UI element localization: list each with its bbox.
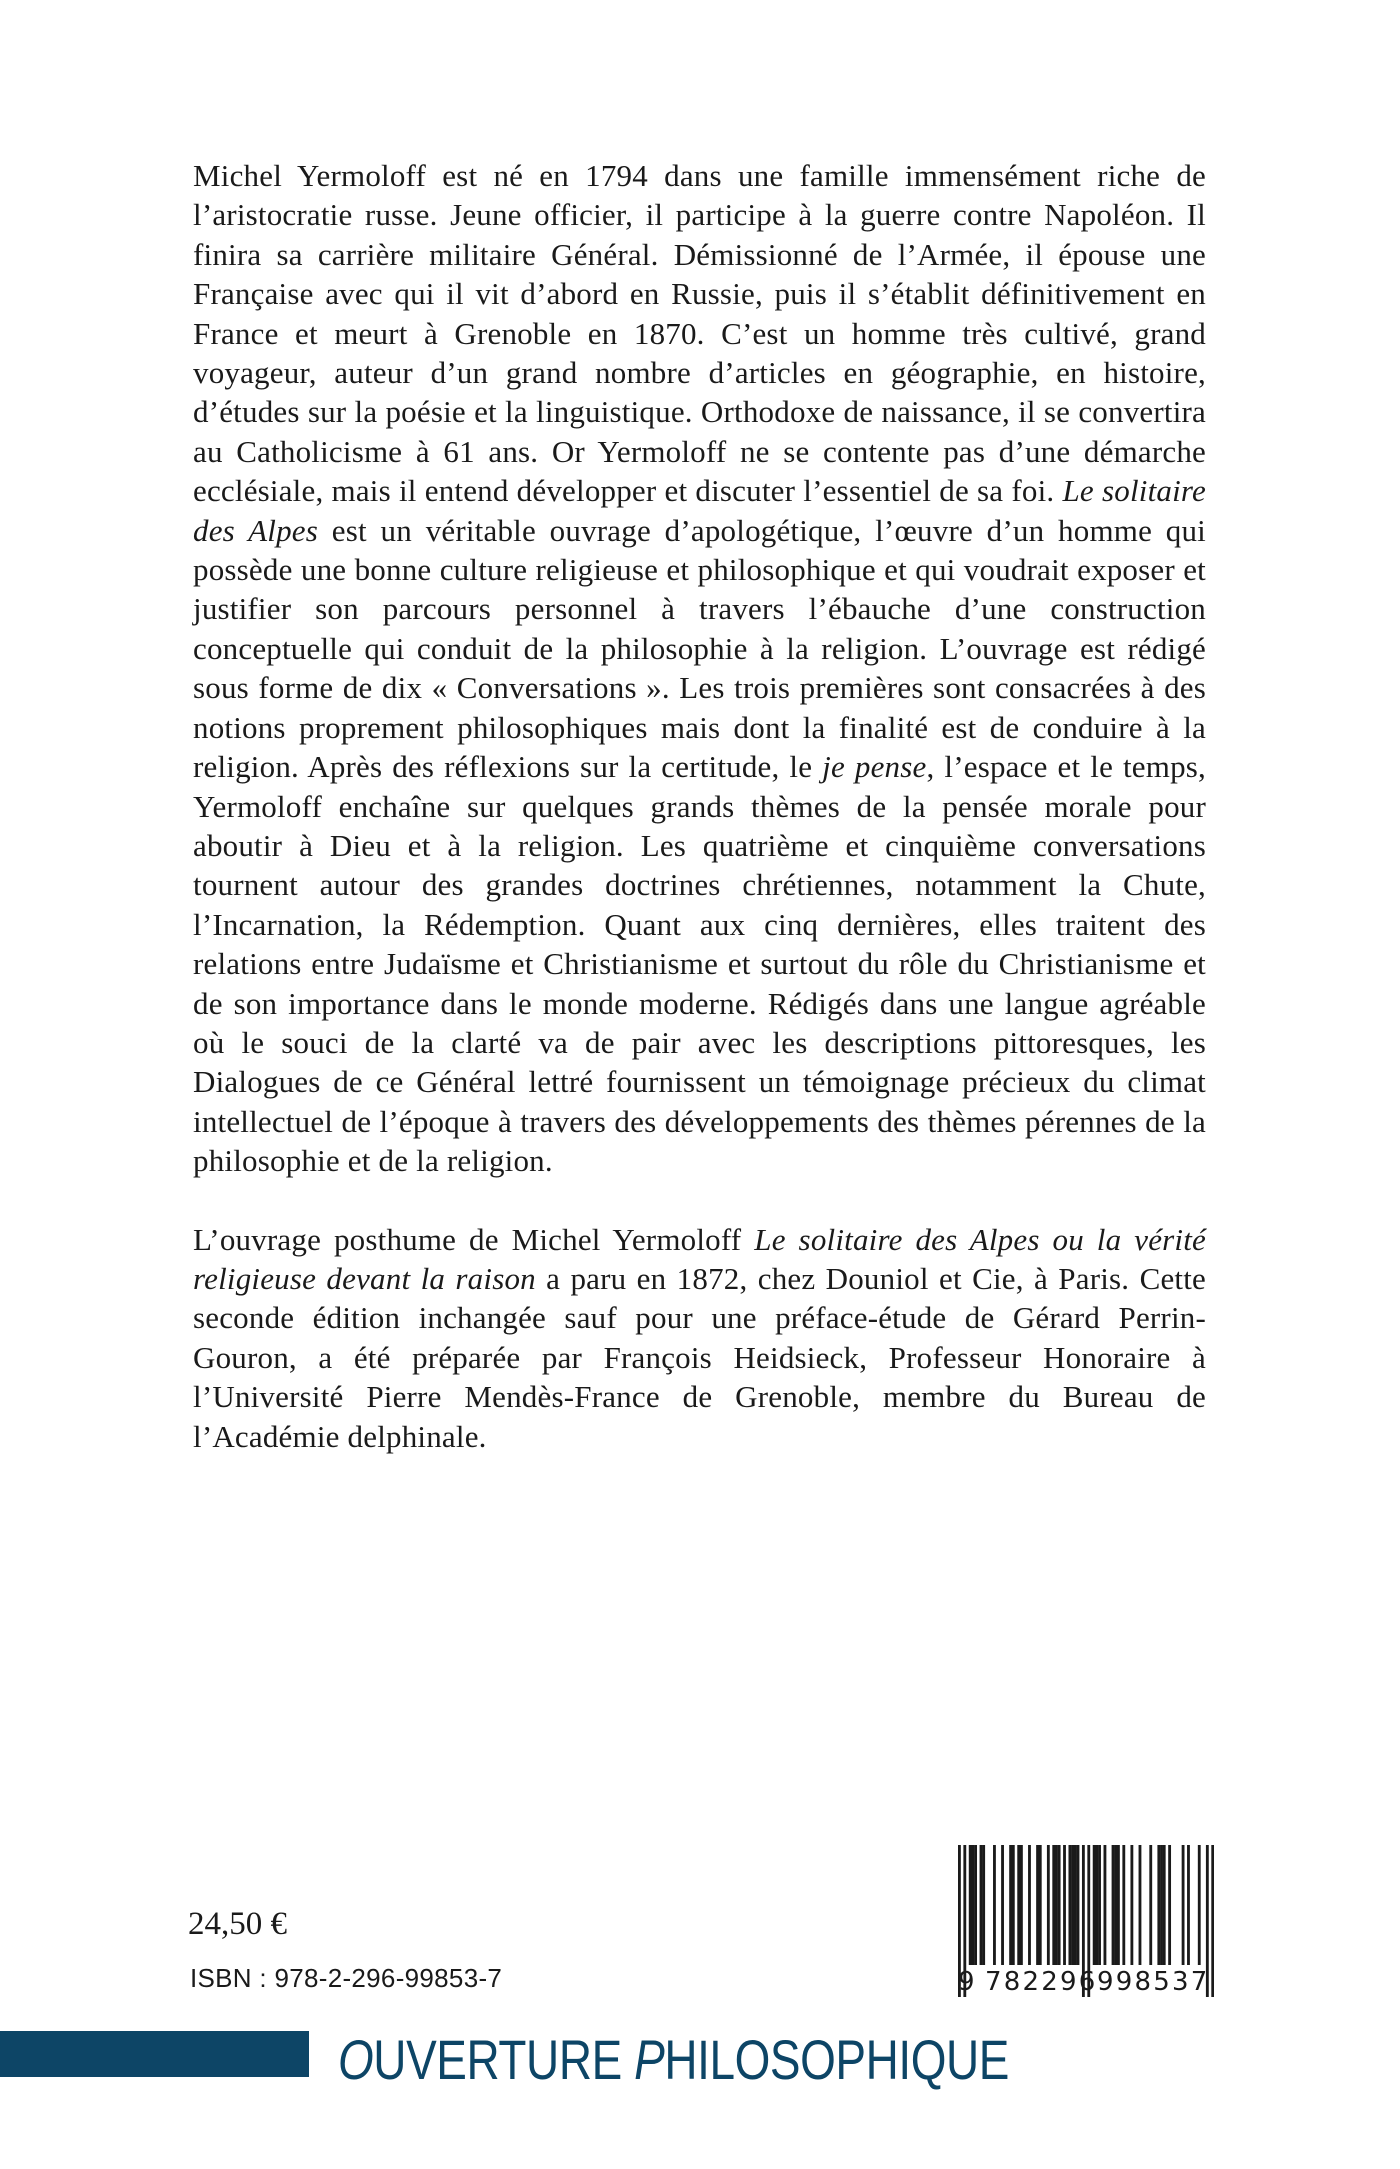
series-title bbox=[338, 2030, 1009, 2090]
series-title-part: HILOSOPHIQUE bbox=[664, 2028, 1010, 2091]
blurb-text: a paru en 1872, chez Douniol et Cie, à Paris. Cette seconde édition inchangée sauf pour une préface-étude de Gérard Perrin-Gouron, a été préparée par François Heidsieck, Professeur Honoraire à l’Université Pierre Mendès-France de Grenoble, membre du Bureau de l’Académie delphinale. bbox=[193, 1260, 1206, 1454]
book-title-italic: Le solitaire des Alpes bbox=[193, 473, 1206, 548]
series-title-part: UVERTURE bbox=[373, 2028, 635, 2091]
series-color-bar bbox=[0, 2031, 309, 2077]
series-title-part: P bbox=[634, 2028, 665, 2091]
back-cover-blurb bbox=[193, 156, 1206, 1456]
blurb-paragraph-1 bbox=[193, 156, 1206, 1181]
price: 24,50 € bbox=[188, 1906, 287, 1942]
barcode-left-group: 782296 bbox=[985, 1967, 1098, 1997]
blurb-text: est un véritable ouvrage d’apologétique, l’œuvre d’un homme qui possède une bonne culture religieuse et philosophique et qui voudrait exposer et justifier son parcours personnel à travers l’ébauche d’une construction conceptuelle qui conduit de la philosophie à la religion. L’ouvrage est rédigé sous forme de dix « Conversations ». Les trois premières sont consacrées à des notions proprement philosophiques mais dont la finalité est de conduire à la religion. Après des réflexions sur la certitude, le bbox=[193, 512, 1206, 785]
je-pense-italic: je pense bbox=[822, 749, 927, 785]
blurb-text: , l’espace et le temps, Yermoloff enchaîne sur quelques grands thèmes de la pensée morale pour aboutir à Dieu et à la religion. Les quatrième et cinquième conversations tournent autour des grandes doctrines chrétiennes, notamment la Chute, l’Incarnation, la Rédemption. Quant aux cinq dernières, elles traitent des relations entre Judaïsme et Christianisme et surtout du rôle du Christianisme et de son importance dans le monde moderne. Rédigés dans une langue agréable où le souci de la clarté va de pair avec les descriptions pittoresques, les Dialogues de ce Général lettré fournissent un témoignage précieux du climat intellectuel de l’époque à travers des développements des thèmes pérennes de la philosophie et de la religion. bbox=[193, 749, 1206, 1179]
series-title-part: O bbox=[338, 2028, 374, 2091]
barcode-first-digit: 9 bbox=[958, 1967, 977, 1997]
blurb-text: Michel Yermoloff est né en 1794 dans une famille immensément riche de l’aristocratie russe. Jeune officier, il participe à la guerre contre Napoléon. Il finira sa carrière militaire Général. Démissionné de l’Armée, il épouse une Française avec qui il vit d’abord en Russie, puis il s’établit définitivement en France et meurt à Grenoble en 1870. C’est un homme très cultivé, grand voyageur, auteur d’un grand nombre d’articles en géographie, en histoire, d’études sur la poésie et la linguistique. Orthodoxe de naissance, il se convertira au Catholicisme à 61 ans. Or Yermoloff ne se contente pas d’une démarche ecclésiale, mais il entend développer et discuter l’essentiel de sa foi. bbox=[193, 158, 1206, 509]
isbn: ISBN : 978-2-296-99853-7 bbox=[190, 1963, 503, 1993]
blurb-text: L’ouvrage posthume de Michel Yermoloff bbox=[193, 1221, 755, 1257]
blurb-paragraph-2 bbox=[193, 1220, 1206, 1456]
barcode-right-group: 998537 bbox=[1097, 1967, 1210, 1997]
full-book-title-italic: Le solitaire des Alpes ou la vérité religieuse devant la raison bbox=[193, 1221, 1206, 1296]
